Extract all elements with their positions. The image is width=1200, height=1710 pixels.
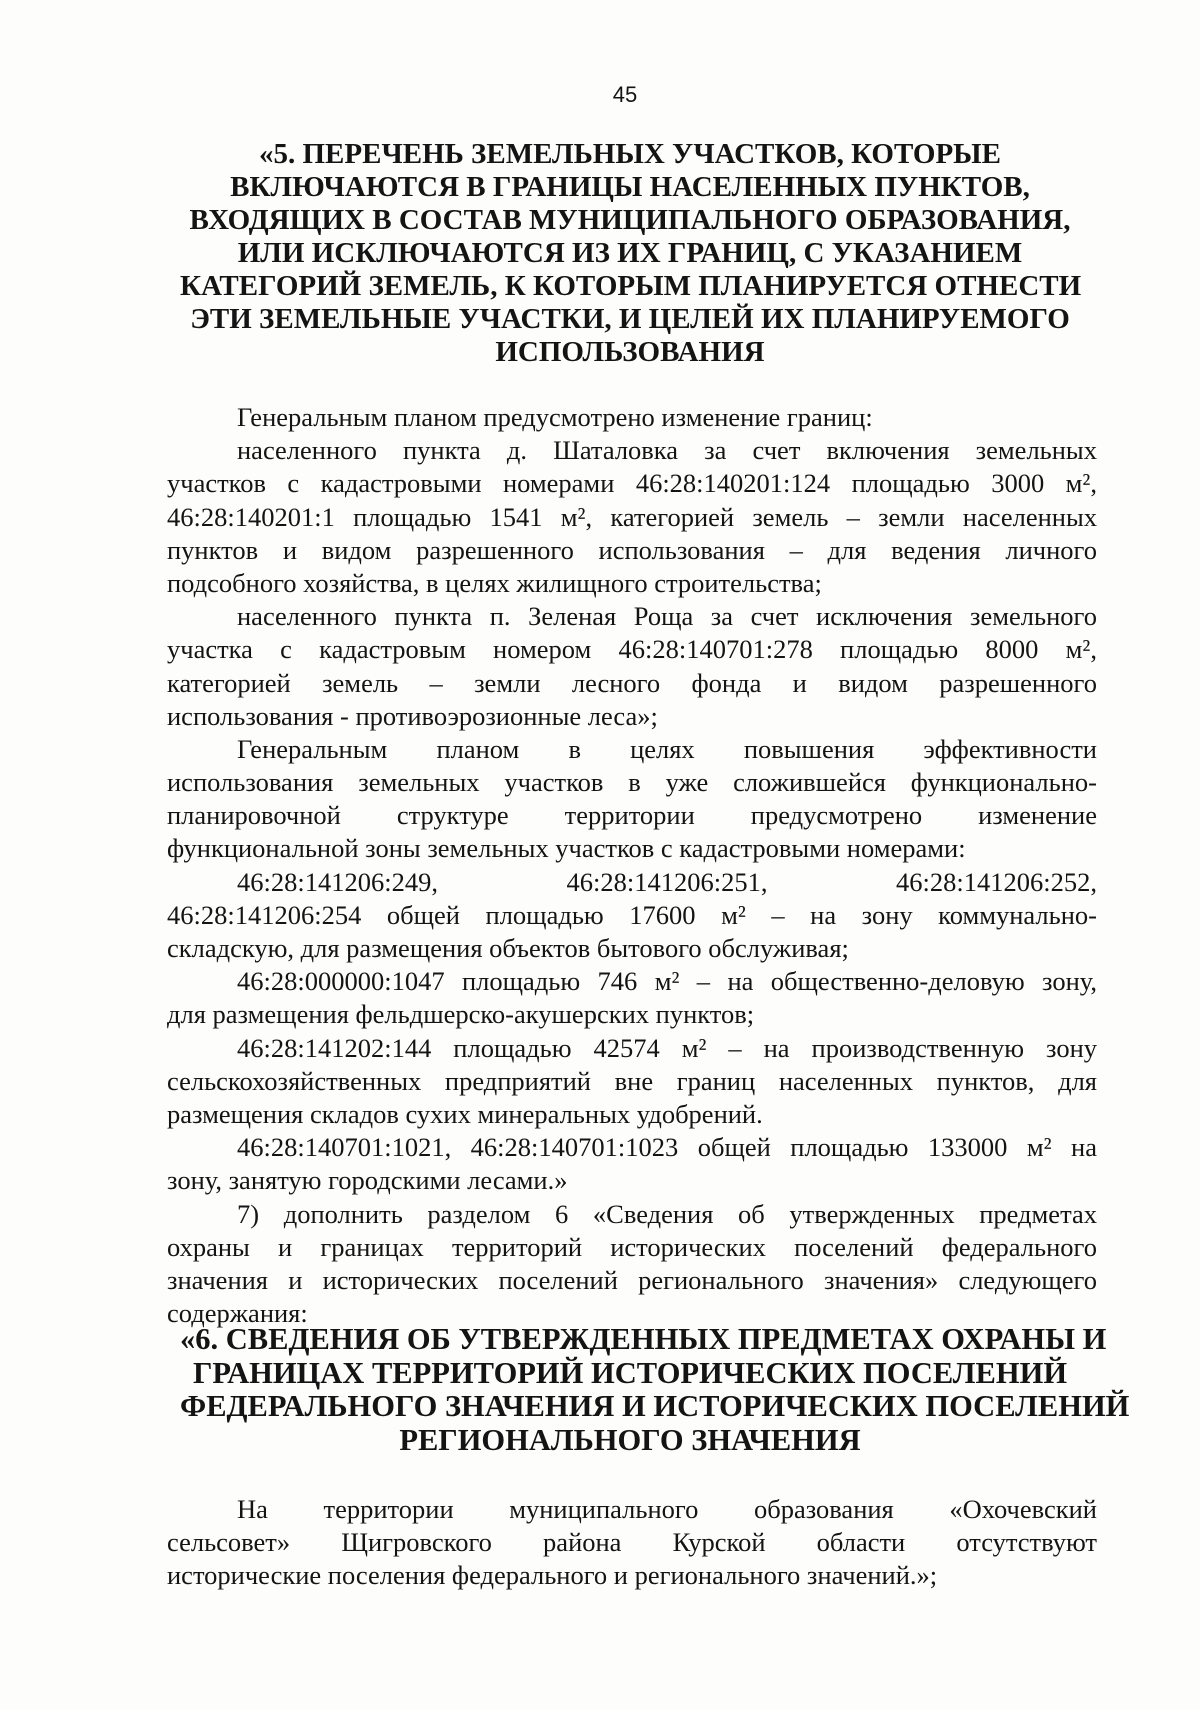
section-5-body <box>167 401 1097 1330</box>
paragraph-line: населенного пункта д. Шаталовка за счет включения земельных <box>237 435 1097 466</box>
heading-line: ФЕДЕРАЛЬНОГО ЗНАЧЕНИЯ И ИСТОРИЧЕСКИХ ПОСЕЛЕНИЙ <box>180 1389 1130 1423</box>
paragraph-line: 46:28:140701:1021, 46:28:140701:1023 общей площадью 133000 м² на <box>237 1132 1097 1163</box>
heading-line: КАТЕГОРИЙ ЗЕМЕЛЬ, К КОТОРЫМ ПЛАНИРУЕТСЯ ОТНЕСТИ <box>180 270 1082 302</box>
page-number: 45 <box>612 82 638 107</box>
paragraph-line: использования - противоэрозионные леса»; <box>167 700 658 731</box>
paragraph-line: использования земельных участков в уже сложившейся функционально- <box>167 767 1097 798</box>
paragraph-line: категорией земель – земли лесного фонда и видом разрешенного <box>167 667 1097 698</box>
heading-line: ГРАНИЦАХ ТЕРРИТОРИЙ ИСТОРИЧЕСКИХ ПОСЕЛЕНИЙ <box>192 1355 1068 1390</box>
paragraph-line: 46:28:140201:1 площадью 1541 м², категорией земель – земли населенных <box>167 501 1097 532</box>
paragraph-line: участка с кадастровым номером 46:28:140701:278 площадью 8000 м², <box>167 634 1097 665</box>
paragraph-line: 46:28:141206:249, 46:28:141206:251, 46:28:141206:252, <box>237 866 1097 897</box>
paragraph-line: функциональной зоны земельных участков с кадастровыми номерами: <box>167 833 966 864</box>
section-6-body <box>167 1493 1097 1593</box>
paragraph-line: 46:28:000000:1047 площадью 746 м² – на общественно-деловую зону, <box>237 966 1097 997</box>
paragraph-line: участков с кадастровыми номерами 46:28:140201:124 площадью 3000 м², <box>167 468 1097 499</box>
paragraph-line: Генеральным планом предусмотрено изменение границ: <box>237 402 873 432</box>
heading-line: РЕГИОНАЛЬНОГО ЗНАЧЕНИЯ <box>399 1422 861 1457</box>
heading-line: «5. ПЕРЕЧЕНЬ ЗЕМЕЛЬНЫХ УЧАСТКОВ, КОТОРЫЕ <box>258 138 1002 170</box>
paragraph-line: зону, занятую городскими лесами.» <box>167 1165 568 1196</box>
paragraph-line: планировочной структуре территории предусмотрено изменение <box>167 800 1097 831</box>
heading-line: ВКЛЮЧАЮТСЯ В ГРАНИЦЫ НАСЕЛЕННЫХ ПУНКТОВ, <box>230 171 1030 203</box>
section-6-heading <box>180 1322 1130 1457</box>
paragraph-line: сельсовет» Щигровского района Курской области отсутствуют <box>167 1527 1097 1558</box>
paragraph-line: населенного пункта п. Зеленая Роща за счет исключения земельного <box>237 601 1097 632</box>
paragraph-line: размещения складов сухих минеральных удобрений. <box>167 1098 763 1129</box>
paragraph-line: охраны и границах территорий исторических поселений федерального <box>167 1231 1097 1262</box>
paragraph-line: На территории муниципального образования «Охочевский <box>237 1494 1097 1524</box>
paragraph-line: 46:28:141202:144 площадью 42574 м² – на производственную зону <box>237 1032 1097 1063</box>
paragraph-line: сельскохозяйственных предприятий вне границ населенных пунктов, для <box>167 1065 1097 1096</box>
heading-line: ВХОДЯЩИХ В СОСТАВ МУНИЦИПАЛЬНОГО ОБРАЗОВАНИЯ, <box>189 204 1071 236</box>
paragraph-line: складскую, для размещения объектов бытового обслуживая; <box>167 933 849 963</box>
paragraph-line: содержания: <box>167 1298 308 1329</box>
paragraph-line: пунктов и видом разрешенного использования – для ведения личного <box>167 534 1097 565</box>
paragraph-line: для размещения фельдшерско-акушерских пунктов; <box>167 999 755 1030</box>
paragraph-line: подсобного хозяйства, в целях жилищного строительства; <box>167 567 822 598</box>
heading-line: ИСПОЛЬЗОВАНИЯ <box>495 336 765 368</box>
paragraph-line: Генеральным планом в целях повышения эффективности <box>237 733 1097 764</box>
paragraph-line: исторические поселения федерального и регионального значений.»; <box>167 1560 938 1591</box>
paragraph-line: 46:28:141206:254 общей площадью 17600 м² – на зону коммунально- <box>167 899 1097 930</box>
paragraph-line: 7) дополнить разделом 6 «Сведения об утвержденных предметах <box>237 1198 1097 1229</box>
paragraph-line: значения и исторических поселений регионального значения» следующего <box>167 1264 1097 1295</box>
heading-line: ИЛИ ИСКЛЮЧАЮТСЯ ИЗ ИХ ГРАНИЦ, С УКАЗАНИЕМ <box>237 237 1023 269</box>
heading-line: ЭТИ ЗЕМЕЛЬНЫЕ УЧАСТКИ, И ЦЕЛЕЙ ИХ ПЛАНИРУЕМОГО <box>190 303 1070 335</box>
heading-line: «6. СВЕДЕНИЯ ОБ УТВЕРЖДЕННЫХ ПРЕДМЕТАХ ОХРАНЫ И <box>180 1322 1107 1356</box>
section-5-heading <box>180 138 1080 369</box>
